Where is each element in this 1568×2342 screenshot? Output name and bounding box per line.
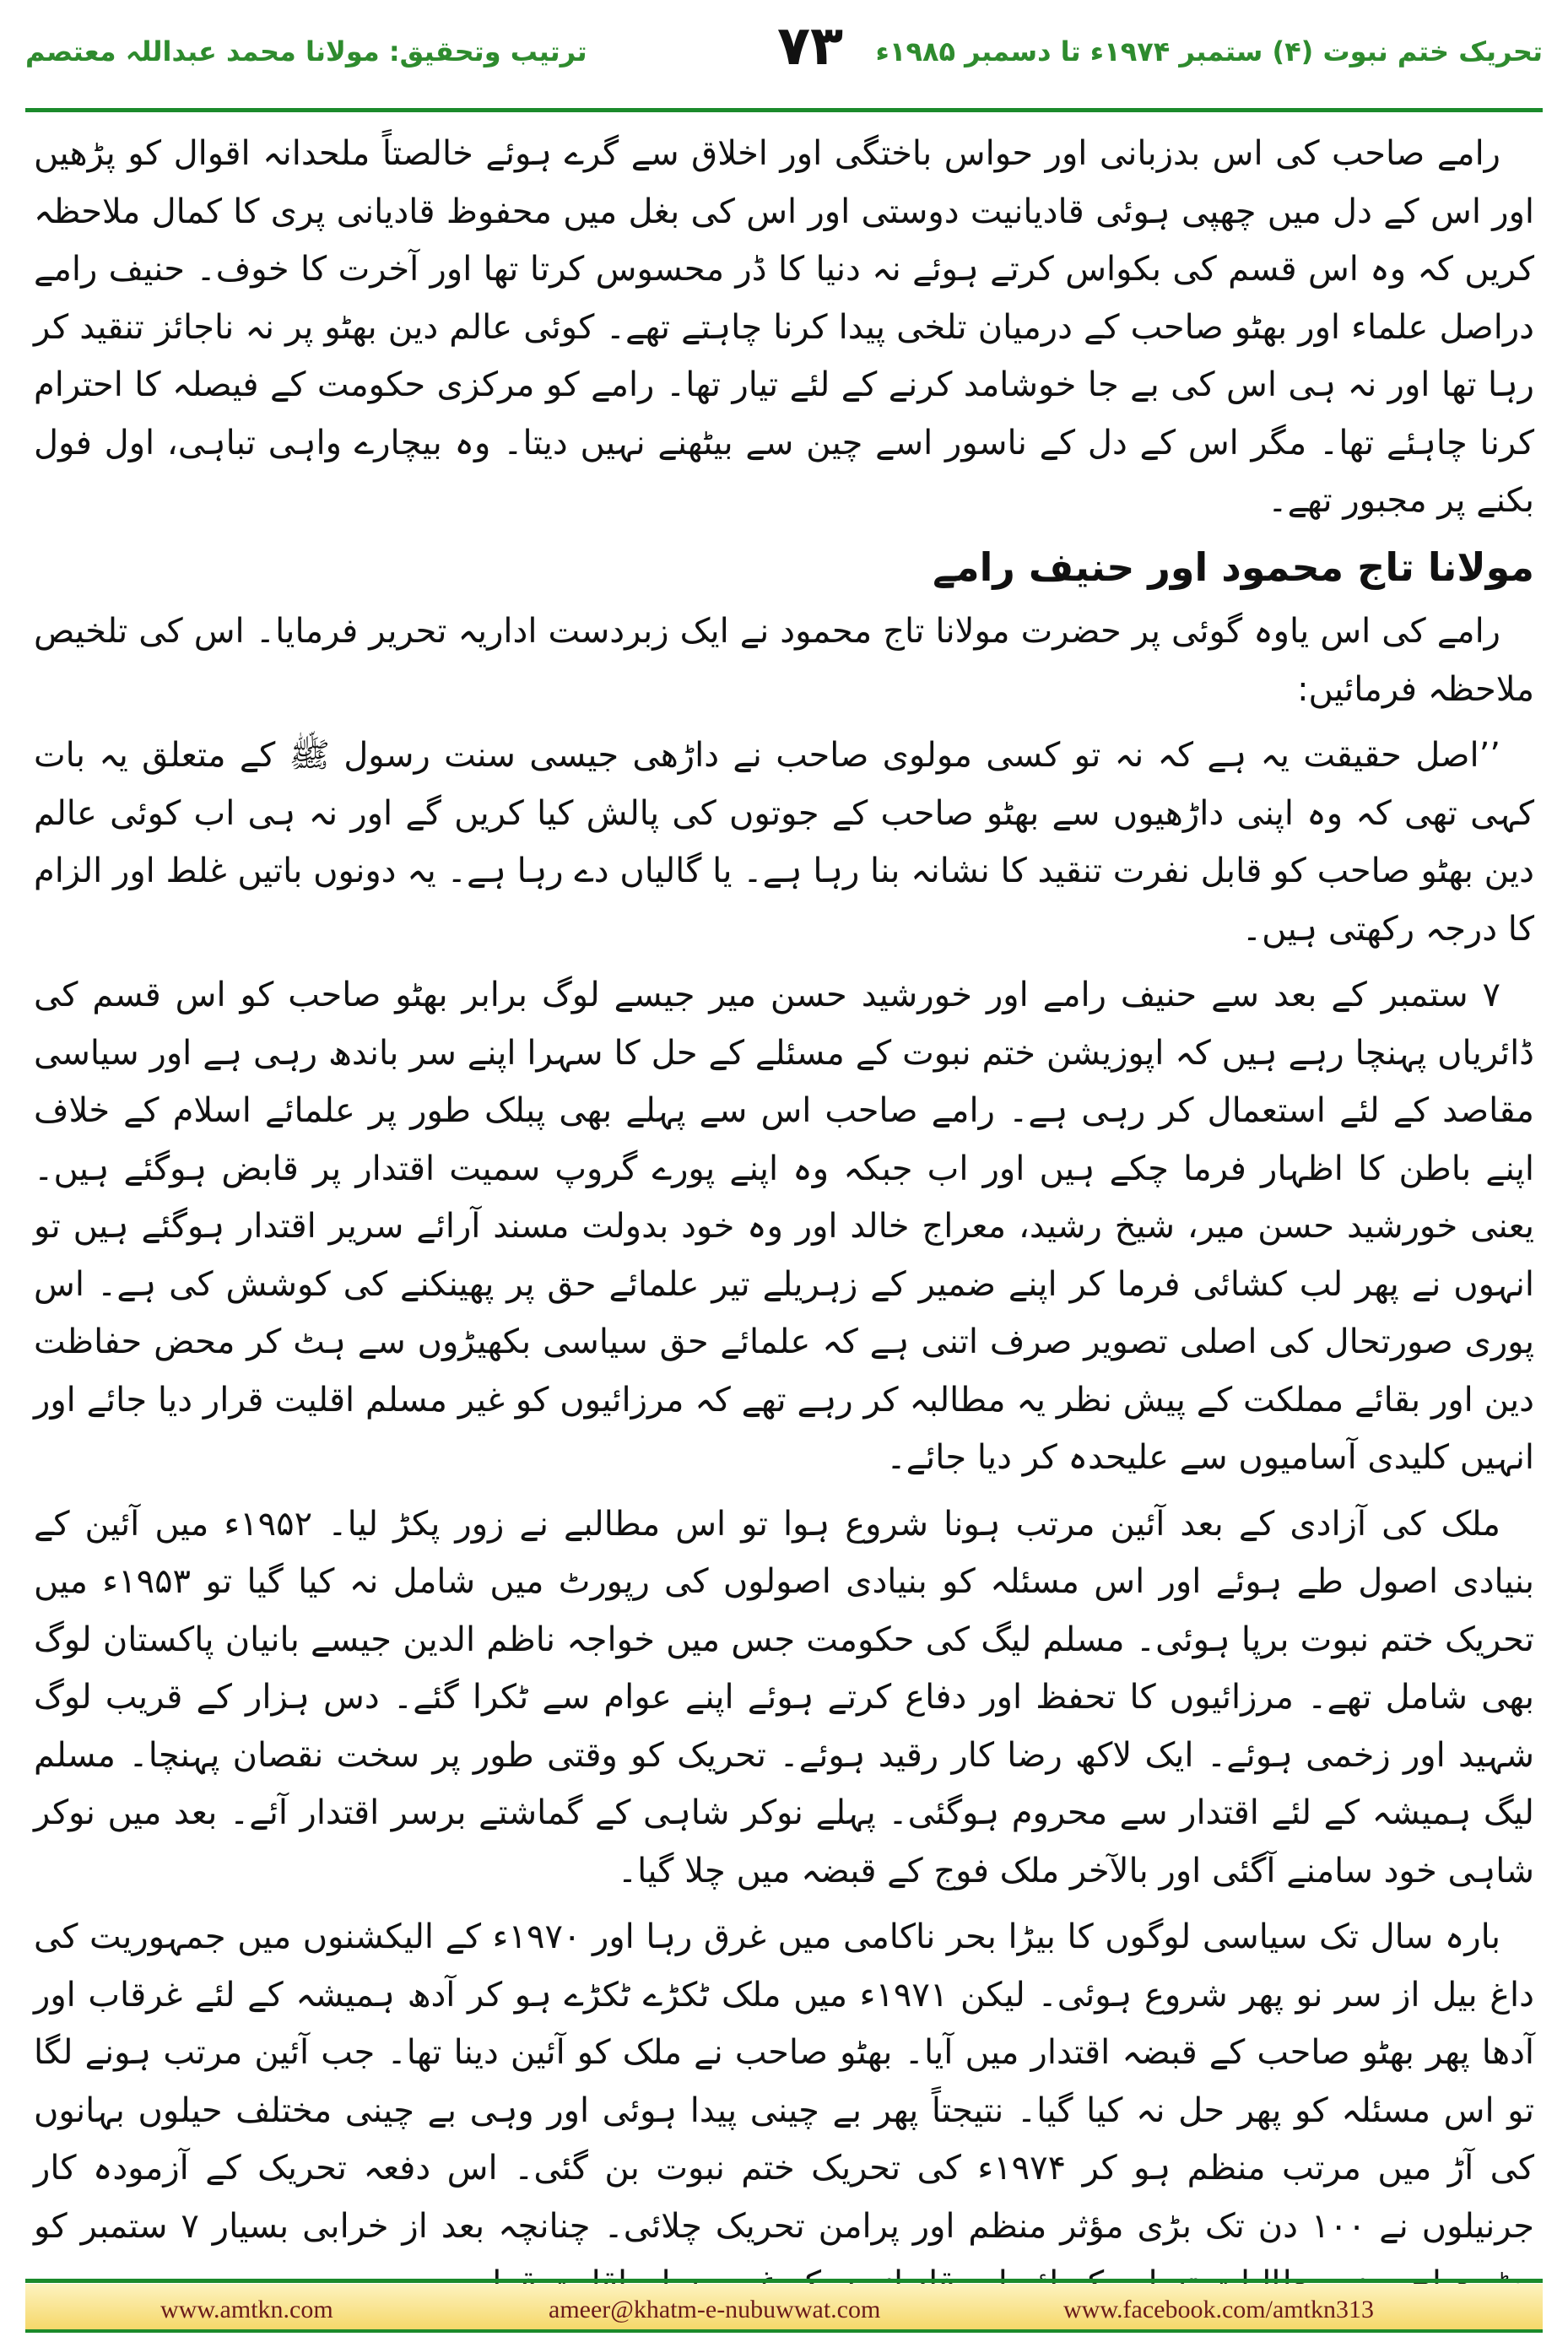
paragraph: رامے کی اس یاوہ گوئی پر حضرت مولانا تاج محمود نے ایک زبردست اداریہ تحریر فرمایا۔ اس کی تلخیص ملاحظہ فرمائیں: [34, 612, 1534, 709]
website-link[interactable]: www.amtkn.com [160, 2296, 333, 2323]
section-heading: مولانا تاج محمود اور حنیف رامے [933, 544, 1534, 590]
paragraph: رامے صاحب کی اس بدزبانی اور حواس باختگی اور اخلاق سے گرے ہوئے خالصتاً ملحدانہ اقوال کو پڑھیں اور اس کے دل میں چھپی ہوئی قادیانیت دوستی اور اس کی بغل میں محفوظ قادیانی پری کا کمال ملاحظہ کریں کہ وہ اس قسم کی بکواس کرتے ہوئے نہ دنیا کا ڈر محسوس کرتا تھا اور آخرت کا خوف۔ حنیف رامے دراصل علماء اور بھٹو صاحب کے درمیان تلخی پیدا کرنا چاہتے تھے۔ کوئی عالم دین بھٹو پر نہ ناجائز تنقید کر رہا تھا اور نہ ہی اس کی بے جا خوشامد کرنے کے لئے تیار تھا۔ رامے کو مرکزی حکومت کے فیصلہ کا احترام کرنا چاہئے تھا۔ مگر اس کے دل کے ناسور اسے چین سے بیٹھنے نہیں دیتا۔ وہ بیچارے واہی تباہی، اول فول بکنے پر مجبور تھے۔ [34, 134, 1534, 520]
running-title: تحریک ختم نبوت (۴) ستمبر ۱۹۷۴ء تا دسمبر ۱۹۸۵ء [875, 35, 1543, 68]
header-divider [25, 108, 1543, 112]
page-header [0, 0, 1568, 118]
article-body [34, 125, 1535, 2246]
page-footer [0, 2279, 1568, 2342]
compiler-credit: ترتیب وتحقیق: مولانا محمد عبداللہ معتصم [25, 35, 587, 68]
facebook-link[interactable]: www.facebook.com/amtkn313 [1063, 2296, 1374, 2323]
email-link[interactable]: ameer@khatm-e-nubuwwat.com [549, 2296, 881, 2323]
paragraph: ملک کی آزادی کے بعد آئین مرتب ہونا شروع ہوا تو اس مطالبے نے زور پکڑ لیا۔ ۱۹۵۲ء میں آئین کے بنیادی اصول طے ہوئے اور اس مسئلہ کو بنیادی اصولوں کی رپورٹ میں شامل نہ کیا گیا تو ۱۹۵۳ء میں تحریک ختم نبوت برپا ہوئی۔ مسلم لیگ کی حکومت جس میں خواجہ ناظم الدین جیسے بانیان پاکستان لوگ بھی شامل تھے۔ مرزائیوں کا تحفظ اور دفاع کرتے ہوئے اپنے عوام سے ٹکرا گئے۔ دس ہزار کے قریب لوگ شہید اور زخمی ہوئے۔ ایک لاکھ رضا کار رقید ہوئے۔ تحریک کو وقتی طور پر سخت نقصان پہنچا۔ مسلم لیگ ہمیشہ کے لئے اقتدار سے محروم ہوگئی۔ پہلے نوکر شاہی کے گماشتے برسر اقتدار آئے۔ بعد میں نوکر شاہی خود سامنے آگئی اور بالآخر ملک فوج کے قبضہ میں چلا گیا۔ [34, 1504, 1535, 1890]
page-number: ۷۳ [776, 15, 844, 78]
footer-divider [25, 2279, 1543, 2283]
paragraph: ۷ ستمبر کے بعد سے حنیف رامے اور خورشید حسن میر جیسے لوگ برابر بھٹو صاحب کو اس قسم کی ڈائریاں پہنچا رہے ہیں کہ اپوزیشن ختم نبوت کے مسئلے کے حل کا سہرا اپنے سر باندھ رہی ہے اور سیاسی مقاصد کے لئے استعمال کر رہی ہے۔ رامے صاحب اس سے پہلے بھی پبلک طور پر علمائے اسلام کے خلاف اپنے باطن کا اظہار فرما چکے ہیں اور اب جبکہ وہ اپنے پورے گروپ سمیت اقتدار پر قابض ہوگئے ہیں۔ یعنی خورشید حسن میر، شیخ رشید، معراج خالد اور وہ خود بدولت مسند آرائے سریر اقتدار ہوگئے ہیں تو انہوں نے پھر لب کشائی فرما کر اپنے ضمیر کے زہریلے تیر علمائے حق پر پھینکنے کی کوشش کی ہے۔ اس پوری صورتحال کی اصلی تصویر صرف اتنی ہے کہ علمائے حق سیاسی بکھیڑوں سے ہٹ کر محض حفاظت دین اور بقائے مملکت کے پیش نظر یہ مطالبہ کر رہے تھے کہ مرزائیوں کو غیر مسلم اقلیت قرار دیا جائے اور انہیں کلیدی آسامیوں سے علیحدہ کر دیا جائے۔ [34, 976, 1534, 1477]
paragraph: بارہ سال تک سیاسی لوگوں کا بیڑا بحر ناکامی میں غرق رہا اور ۱۹۷۰ء کے الیکشنوں میں جمہوریت کی داغ بیل از سر نو پھر شروع ہوئی۔ لیکن ۱۹۷۱ء میں ملک ٹکڑے ٹکڑے ہو کر آدھ ہمیشہ کے لئے غرقاب اور آدھا پھر بھٹو صاحب کے قبضہ اقتدار میں آیا۔ بھٹو صاحب نے ملک کو آئین دینا تھا۔ جب آئین مرتب ہونے لگا تو اس مسئلہ کو پھر حل نہ کیا گیا۔ نتیجتاً پھر بے چینی پیدا ہوئی اور وہی بے چینی مختلف حیلوں بہانوں کی آڑ میں مرتب منظم ہو کر ۱۹۷۴ء کی تحریک ختم نبوت بن گئی۔ اس دفعہ تحریک کے آزمودہ کار جرنیلوں نے ۱۰۰ دن تک بڑی مؤثر منظم اور پرامن تحریک چلائی۔ چنانچہ بعد از خرابی بسیار ۷ ستمبر کو [34, 1917, 1534, 2246]
quote-paragraph: ’’اصل حقیقت یہ ہے کہ نہ تو کسی مولوی صاحب نے داڑھی جیسی سنت رسول ﷺ کے متعلق یہ بات کہی تھی کہ وہ اپنی داڑھیوں سے بھٹو صاحب کے جوتوں کی پالش کیا کریں گے اور نہ ہی اب کوئی عالم دین بھٹو صاحب کو قابل نفرت تنقید کا نشانہ بنا رہا ہے۔ یا گالیاں دے رہا ہے۔ یہ دونوں باتیں غلط اور الزام کا درجہ رکھتی ہیں۔ [34, 736, 1534, 949]
